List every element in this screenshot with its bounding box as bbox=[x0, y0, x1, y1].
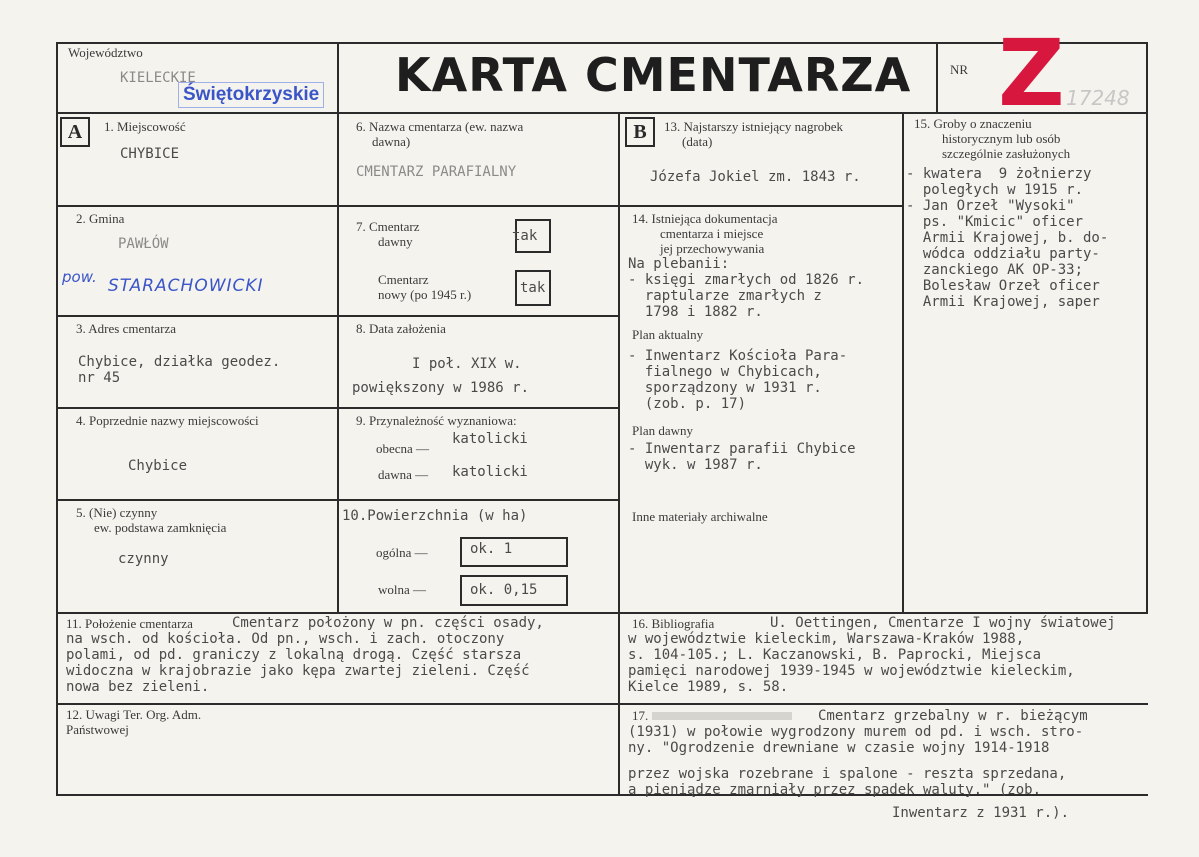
f1-label: 1. Miejscowość bbox=[104, 119, 186, 134]
f5-label-1: 5. (Nie) czynny bbox=[76, 505, 158, 520]
f14-plan-now-label: Plan aktualny bbox=[632, 327, 704, 342]
f11-lines bbox=[66, 631, 530, 695]
f11-line: na wsch. od kościoła. Od pn., wsch. i zach. otoczony bbox=[66, 631, 505, 647]
f8-value-2: powiększony w 1986 r. bbox=[352, 380, 530, 396]
border-right bbox=[1146, 42, 1148, 614]
wojewodztwo-label: Województwo bbox=[68, 45, 143, 60]
f7-label-new-1: Cmentarz bbox=[378, 272, 429, 287]
f15-line: Bolesław Orzeł oficer bbox=[906, 278, 1100, 294]
row-12 bbox=[56, 703, 1148, 705]
f9-current-label: obecna — bbox=[376, 441, 430, 456]
f15-line: - Jan Orzeł "Wysoki" bbox=[906, 198, 1075, 214]
f6-value: CMENTARZ PARAFIALNY bbox=[356, 164, 517, 180]
wojewodztwo-stamp: Świętokrzyskie bbox=[178, 82, 324, 108]
f12-label-2: Państwowej bbox=[66, 722, 129, 737]
f17-line-last: Inwentarz z 1931 r.). bbox=[892, 805, 1070, 821]
f5-value: czynny bbox=[118, 551, 169, 567]
f14-label-3: jej przechowywania bbox=[660, 241, 765, 256]
divider-nr bbox=[936, 42, 938, 112]
f17-line: przez wojska rozebrane i spalone - reszta sprzedana, bbox=[628, 766, 1067, 782]
f7-label-old-1: 7. Cmentarz bbox=[356, 219, 420, 234]
f2-value: PAWŁÓW bbox=[118, 236, 169, 252]
f14-plan-now bbox=[628, 348, 847, 412]
f13-label-1: 13. Najstarszy istniejący nagrobek bbox=[664, 119, 844, 134]
f17-lines bbox=[628, 724, 1083, 756]
f14-label-1: 14. Istniejąca dokumentacja bbox=[632, 211, 778, 226]
f17-label: 17. bbox=[632, 708, 649, 723]
f14-plan-old-label: Plan dawny bbox=[632, 423, 694, 438]
f6-label-1: 6. Nazwa cmentarza (ew. nazwa bbox=[356, 119, 524, 134]
mid-row2 bbox=[337, 315, 618, 317]
f14-plan-now-line: fialnego w Chybicach, bbox=[628, 364, 822, 380]
f14-line: Na plebanii: bbox=[628, 256, 730, 272]
f15-label-3: szczególnie zasłużonych bbox=[942, 146, 1071, 161]
left-row3 bbox=[56, 407, 337, 409]
f10-free-value: ok. 0,15 bbox=[470, 582, 538, 598]
right-row1 bbox=[618, 205, 902, 207]
f12-label-1: 12. Uwagi Ter. Org. Adm. bbox=[66, 707, 202, 722]
f9-current-value: katolicki bbox=[452, 431, 528, 447]
border-header-bottom bbox=[56, 112, 1148, 114]
f16-lines bbox=[628, 631, 1075, 695]
f13-label-2: (data) bbox=[682, 134, 713, 149]
f16-label: 16. Bibliografia bbox=[632, 616, 715, 631]
f11-line: polami, od pd. graniczy z lokalną drogą. Część starsza bbox=[66, 647, 522, 663]
f9-old-value: katolicki bbox=[452, 464, 528, 480]
row-11 bbox=[56, 612, 1148, 614]
f11-line-0: Cmentarz położony w pn. części osady, bbox=[232, 615, 544, 631]
f10-label: 10.Powierzchnia (w ha) bbox=[342, 508, 528, 524]
f14-other-label: Inne materiały archiwalne bbox=[632, 509, 768, 524]
f10-free-label: wolna — bbox=[378, 582, 427, 597]
f17-line: ny. "Ogrodzenie drewniane w czasie wojny 1914-1918 bbox=[628, 740, 1050, 756]
f13-value: Józefa Jokiel zm. 1843 r. bbox=[650, 169, 861, 185]
mid-row3 bbox=[337, 407, 618, 409]
border-top bbox=[56, 42, 1148, 44]
f2-hand-value: STARACHOWICKI bbox=[108, 276, 264, 296]
f4-value: Chybice bbox=[128, 458, 188, 474]
border-left bbox=[56, 42, 58, 796]
f17-lines-b bbox=[628, 766, 1066, 798]
section-letter-b: B bbox=[625, 117, 655, 147]
f14-line: 1798 i 1882 r. bbox=[628, 304, 763, 320]
f3-value-2: nr 45 bbox=[78, 370, 121, 386]
f14-line: - księgi zmarłych od 1826 r. bbox=[628, 272, 865, 288]
f14-plan-now-line: - Inwentarz Kościoła Para- bbox=[628, 348, 848, 364]
mid-row4 bbox=[337, 499, 618, 501]
f16-line: w województwie kieleckim, Warszawa-Kraków 1988, bbox=[628, 631, 1025, 647]
f15-line: Armii Krajowej, saper bbox=[906, 294, 1100, 310]
f7-label-old-2: dawny bbox=[378, 234, 413, 249]
left-row4 bbox=[56, 499, 337, 501]
f14-plan-now-line: (zob. p. 17) bbox=[628, 396, 747, 412]
f8-label: 8. Data założenia bbox=[356, 321, 446, 336]
f7-old-value: tak bbox=[512, 228, 538, 244]
left-row1 bbox=[56, 205, 337, 207]
f14-plan-old bbox=[628, 441, 856, 473]
f16-line: Kielce 1989, s. 58. bbox=[628, 679, 789, 695]
f11-line: nowa bez zieleni. bbox=[66, 679, 210, 695]
f14-line: raptularze zmarłych z bbox=[628, 288, 822, 304]
f15-label-1: 15. Groby o znaczeniu bbox=[914, 116, 1032, 131]
f8-value-1: I poł. XIX w. bbox=[412, 356, 522, 372]
f9-label: 9. Przynależność wyznaniowa: bbox=[356, 413, 517, 428]
f9-old-label: dawna — bbox=[378, 467, 429, 482]
f17-redaction bbox=[652, 712, 792, 720]
mid-row1 bbox=[337, 205, 618, 207]
f17-line: (1931) w połowie wygrodzony murem od pd. i wsch. stro- bbox=[628, 724, 1084, 740]
f7-new-value: tak bbox=[520, 280, 546, 296]
f14-lines bbox=[628, 256, 864, 320]
f17-line-0: Cmentarz grzebalny w r. bieżącym bbox=[818, 708, 1088, 724]
f16-line: pamięci narodowej 1939-1945 w województwie kieleckim, bbox=[628, 663, 1075, 679]
f14-label-2: cmentarza i miejsce bbox=[660, 226, 764, 241]
f15-line: poległych w 1915 r. bbox=[906, 182, 1084, 198]
f15-line: Armii Krajowej, b. do- bbox=[906, 230, 1109, 246]
divider-col1 bbox=[337, 42, 339, 612]
f10-total-value: ok. 1 bbox=[470, 541, 513, 557]
f17-line: a pieniądze zmarniały przez spadek waluty." (zob. bbox=[628, 782, 1042, 798]
f15-line: ps. "Kmicic" oficer bbox=[906, 214, 1084, 230]
f15-lines bbox=[906, 166, 1108, 310]
f5-label-2: ew. podstawa zamknięcia bbox=[94, 520, 227, 535]
f15-label-2: historycznym lub osób bbox=[942, 131, 1061, 146]
f3-label: 3. Adres cmentarza bbox=[76, 321, 176, 336]
f3-value-1: Chybice, działka geodez. bbox=[78, 354, 281, 370]
nr-value: Z bbox=[998, 20, 1065, 127]
divider-col3 bbox=[902, 112, 904, 612]
f16-line: s. 104-105.; L. Kaczanowski, B. Paprocki, Miejsca bbox=[628, 647, 1042, 663]
page-title: KARTA CMENTARZA bbox=[395, 48, 912, 102]
f15-line: - kwatera 9 żołnierzy bbox=[906, 166, 1092, 182]
f2-label: 2. Gmina bbox=[76, 211, 125, 226]
f14-plan-old-line: wyk. w 1987 r. bbox=[628, 457, 763, 473]
f11-line: widoczna w krajobrazie jako kępa zwartej zieleni. Część bbox=[66, 663, 530, 679]
divider-col2 bbox=[618, 112, 620, 796]
nr-pencil: 17248 bbox=[1066, 86, 1130, 110]
f6-label-2: dawna) bbox=[372, 134, 411, 149]
f4-label: 4. Poprzednie nazwy miejscowości bbox=[76, 413, 259, 428]
f14-plan-now-line: sporządzony w 1931 r. bbox=[628, 380, 822, 396]
f14-plan-old-line: - Inwentarz parafii Chybice bbox=[628, 441, 856, 457]
f2-hand-prefix: pow. bbox=[62, 268, 97, 286]
f15-line: wódca oddziału party- bbox=[906, 246, 1100, 262]
section-letter-a: A bbox=[60, 117, 90, 147]
f15-line: zanckiego AK OP-33; bbox=[906, 262, 1084, 278]
wojewodztwo-typed: KIELECKIE bbox=[120, 70, 196, 86]
f16-line-0: U. Oettingen, Cmentarze I wojny światowej bbox=[770, 615, 1116, 631]
f7-label-new-2: nowy (po 1945 r.) bbox=[378, 287, 472, 302]
f10-total-label: ogólna — bbox=[376, 545, 428, 560]
left-row2 bbox=[56, 315, 337, 317]
nr-label: NR bbox=[950, 62, 969, 77]
f1-value: CHYBICE bbox=[120, 146, 180, 162]
f11-label: 11. Położenie cmentarza bbox=[66, 616, 193, 631]
